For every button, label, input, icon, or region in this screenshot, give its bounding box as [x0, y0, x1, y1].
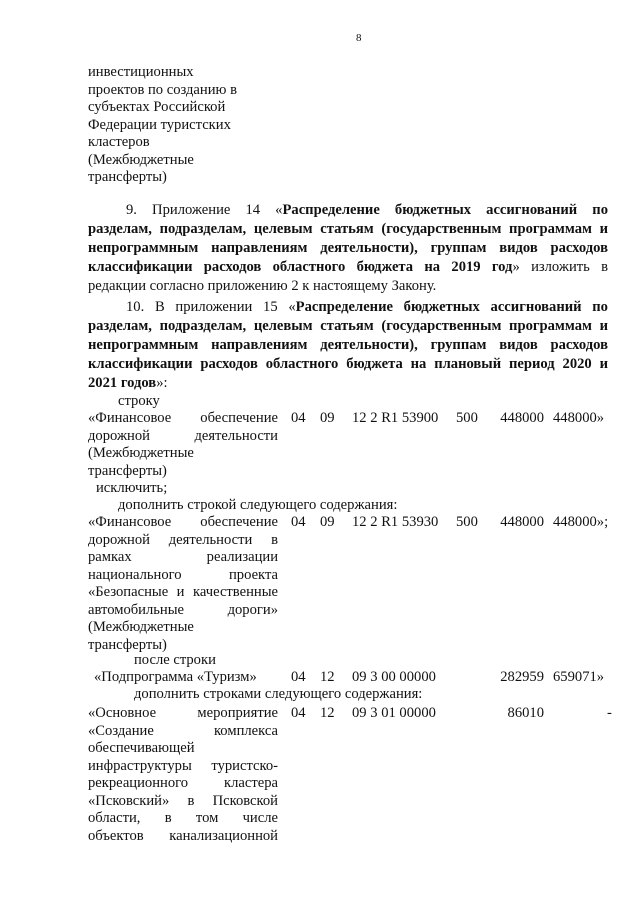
text-line: субъектах Российской	[88, 99, 226, 115]
row3-podrazdel: 12	[320, 669, 335, 685]
instruction-dopolnit-2: дополнить строками следующего содержания:	[134, 686, 423, 702]
row4-name-line: области, в том числе	[88, 810, 278, 826]
item-9-line: редакции согласно приложению 2 к настоящему Закону.	[88, 278, 437, 294]
item-10-line: разделам, подразделам, целевым статьям (государственным программам и	[88, 318, 608, 334]
row2-name-line: (Межбюджетные	[88, 619, 194, 635]
row2-name-line: «Безопасные и качественные	[88, 584, 278, 600]
row2-podrazdel: 09	[320, 514, 335, 530]
page-number: 8	[356, 32, 362, 44]
row1-name-line: «Финансовое обеспечение	[88, 410, 278, 426]
row4-name-line: «Создание комплекса	[88, 722, 278, 739]
row4-name-line: «Основное мероприятие	[88, 705, 278, 721]
text-line: кластеров	[88, 134, 150, 150]
row2-vr: 500	[456, 514, 478, 530]
row3-csr: 09 3 00 00000	[352, 669, 436, 685]
row4-name	[88, 705, 278, 845]
text-line: трансферты)	[88, 169, 167, 185]
row4-name-line: обеспечивающей	[88, 740, 195, 756]
row2-name-line: рамках реализации	[88, 549, 278, 565]
row2-name-line: автомобильные дороги»	[88, 601, 278, 618]
row1-name-line: трансферты)	[88, 462, 167, 479]
row1-podrazdel: 09	[320, 410, 335, 426]
item-10-line: 2021 годов»:	[88, 375, 168, 391]
row3-name: «Подпрограмма «Туризм»	[94, 669, 257, 685]
row1-razdel: 04	[291, 410, 306, 426]
item-10-line: классификации расходов областного бюджета на плановый период 2020 и	[88, 356, 608, 372]
row4-name-line: «Псковский» в Псковской	[88, 792, 278, 809]
instruction-posle: после строки	[134, 652, 216, 668]
row4-sum-2020: 86010	[507, 705, 544, 721]
text-line: (Межбюджетные	[88, 151, 194, 168]
item-9-line: разделам, подразделам, целевым статьям (государственным программам и	[88, 221, 608, 237]
instruction-dopolnit: дополнить строкой следующего содержания:	[118, 497, 398, 513]
row4-podrazdel: 12	[320, 705, 335, 721]
row1-name-line: (Межбюджетные	[88, 445, 194, 461]
row4-razdel: 04	[291, 705, 306, 721]
row4-name-line: объектов канализационной	[88, 827, 278, 844]
row2-name-line: дорожной деятельности в	[88, 531, 278, 548]
item-9-line: классификации расходов областного бюджета на 2019 год» изложить в	[88, 259, 608, 275]
row2-name-line: национального проекта	[88, 566, 278, 583]
row4-name-line: инфраструктуры туристско-	[88, 757, 278, 774]
row2-csr: 12 2 R1 53930	[352, 514, 439, 530]
text-line: инвестиционных	[88, 64, 194, 80]
row3-sum-2021: 659071»	[553, 669, 605, 685]
text-line: проектов по созданию в	[88, 81, 237, 98]
row1-csr: 12 2 R1 53900	[352, 410, 439, 426]
instruction-stroku: строку	[118, 393, 160, 409]
row1-name-line: дорожной деятельности	[88, 427, 278, 444]
item-9-paragraph	[88, 201, 608, 296]
top-continuation-block	[88, 64, 248, 187]
instruction-iskluchit: исключить;	[96, 480, 168, 496]
row2-razdel: 04	[291, 514, 306, 530]
row1-vr: 500	[456, 410, 478, 426]
row1-name	[88, 410, 278, 480]
row2-name	[88, 514, 278, 654]
row2-name-line: «Финансовое обеспечение	[88, 514, 278, 530]
item-10-line: 10. В приложении 15 «Распределение бюджетных ассигнований по	[126, 299, 608, 315]
item-9-line: 9. Приложение 14 «Распределение бюджетных ассигнований по	[126, 202, 608, 218]
item-9-line: непрограммным направлениям деятельности), группам видов расходов	[88, 240, 608, 256]
row2-sum-2020: 448000	[500, 514, 544, 530]
row3-sum-2020: 282959	[500, 669, 544, 685]
row1-sum-2020: 448000	[500, 410, 544, 426]
row2-name-line: трансферты)	[88, 636, 167, 653]
row2-sum-2021: 448000»;	[553, 514, 609, 530]
row4-csr: 09 3 01 00000	[352, 705, 436, 721]
row4-sum-2021: -	[607, 705, 612, 721]
row4-name-line: рекреационного кластера	[88, 775, 278, 791]
row1-sum-2021: 448000»	[553, 410, 605, 426]
item-10-paragraph	[88, 298, 608, 393]
text-line: Федерации туристских	[88, 116, 231, 133]
row3-razdel: 04	[291, 669, 306, 685]
item-10-line: непрограммным направлениям деятельности), группам видов расходов	[88, 337, 608, 353]
